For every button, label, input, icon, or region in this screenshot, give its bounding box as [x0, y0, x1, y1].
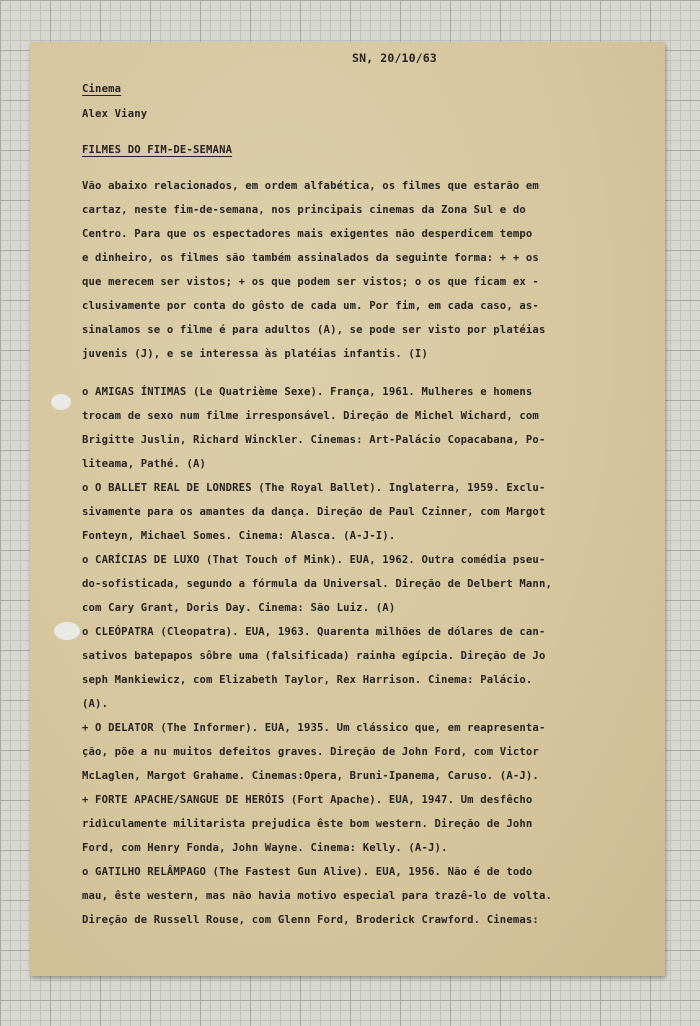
film-entry-line: + O DELATOR (The Informer). EUA, 1935. Um clássico que, em reapresenta- [82, 722, 546, 734]
film-entry-line: liteama, Pathé. (A) [82, 458, 207, 470]
text-line: que merecem ser vistos; + os que podem ser vistos; o os que ficam ex - [82, 276, 539, 288]
film-entry-line: mau, êste western, mas não havia motivo especial para trazê-lo de volta. [82, 890, 553, 902]
film-entry-line: trocam de sexo num filme irresponsável. Direção de Michel Wichard, com [82, 410, 539, 422]
film-entry-line: sativos batepapos sôbre uma (falsificada) rainha egípcia. Direção de Jo [82, 650, 546, 662]
header-reference: SN, 20/10/63 [352, 51, 437, 65]
film-entry-line: o CLEÓPATRA (Cleopatra). EUA, 1963. Quarenta milhões de dólares de can- [82, 626, 546, 638]
text-line: juvenis (J), e se interessa às platéias infantis. (I) [82, 348, 428, 360]
film-entry-line: Direção de Russell Rouse, com Glenn Ford, Broderick Crawford. Cinemas: [82, 914, 539, 926]
text-line: Vão abaixo relacionados, em ordem alfabética, os filmes que estarão em [82, 180, 539, 192]
text-line: sinalamos se o filme é para adultos (A), se pode ser visto por platéias [82, 324, 546, 336]
punch-hole [51, 394, 71, 410]
author-name: Alex Viany [82, 108, 148, 120]
film-entry-line: o AMIGAS ÍNTIMAS (Le Quatrième Sexe). França, 1961. Mulheres e homens [82, 386, 533, 398]
section-label: Cinema [82, 83, 122, 95]
page-title: FILMES DO FIM-DE-SEMANA [82, 144, 233, 156]
film-entry-line: Fonteyn, Michael Somes. Cinema: Alasca. (A-J-I). [82, 530, 396, 542]
film-entry-line: (A). [82, 698, 109, 710]
film-entry-line: o CARÍCIAS DE LUXO (That Touch of Mink). EUA, 1962. Outra comédia pseu- [82, 554, 546, 566]
film-entry-line: Brigitte Juslin, Richard Winckler. Cinemas: Art-Palácio Copacabana, Po- [82, 434, 546, 446]
film-entry-line: + FORTE APACHE/SANGUE DE HERÓIS (Fort Apache). EUA, 1947. Um desfêcho [82, 794, 533, 806]
film-entry-line: sivamente para os amantes da dança. Direção de Paul Czinner, com Margot [82, 506, 546, 518]
text-line: e dinheiro, os filmes são também assinalados da seguinte forma: + + os [82, 252, 539, 264]
typewritten-page [30, 42, 665, 976]
text-line: cartaz, neste fim-de-semana, nos principais cinemas da Zona Sul e do [82, 204, 526, 216]
film-entry-line: o O BALLET REAL DE LONDRES (The Royal Ballet). Inglaterra, 1959. Exclu- [82, 482, 546, 494]
film-entry-line: seph Mankiewicz, com Elizabeth Taylor, Rex Harrison. Cinema: Palácio. [82, 674, 533, 686]
film-entry-line: ção, põe a nu muitos defeitos graves. Direção de John Ford, com Victor [82, 746, 539, 758]
film-entry-line: o GATILHO RELÂMPAGO (The Fastest Gun Alive). EUA, 1956. Não é de todo [82, 866, 533, 878]
text-line: Centro. Para que os espectadores mais exigentes não desperdicem tempo [82, 228, 533, 240]
film-entry-line: com Cary Grant, Doris Day. Cinema: São Luiz. (A) [82, 602, 396, 614]
punch-hole [54, 622, 80, 640]
film-entry-line: do-sofisticada, segundo a fórmula da Universal. Direção de Delbert Mann, [82, 578, 553, 590]
film-entry-line: Ford, com Henry Fonda, John Wayne. Cinema: Kelly. (A-J). [82, 842, 448, 854]
film-entry-line: ridìculamente militarista prejudica êste bom western. Direção de John [82, 818, 533, 830]
text-line: clusivamente por conta do gôsto de cada um. Por fim, em cada caso, as- [82, 300, 539, 312]
film-entry-line: McLaglen, Margot Grahame. Cinemas:Opera, Bruni-Ipanema, Caruso. (A-J). [82, 770, 539, 782]
